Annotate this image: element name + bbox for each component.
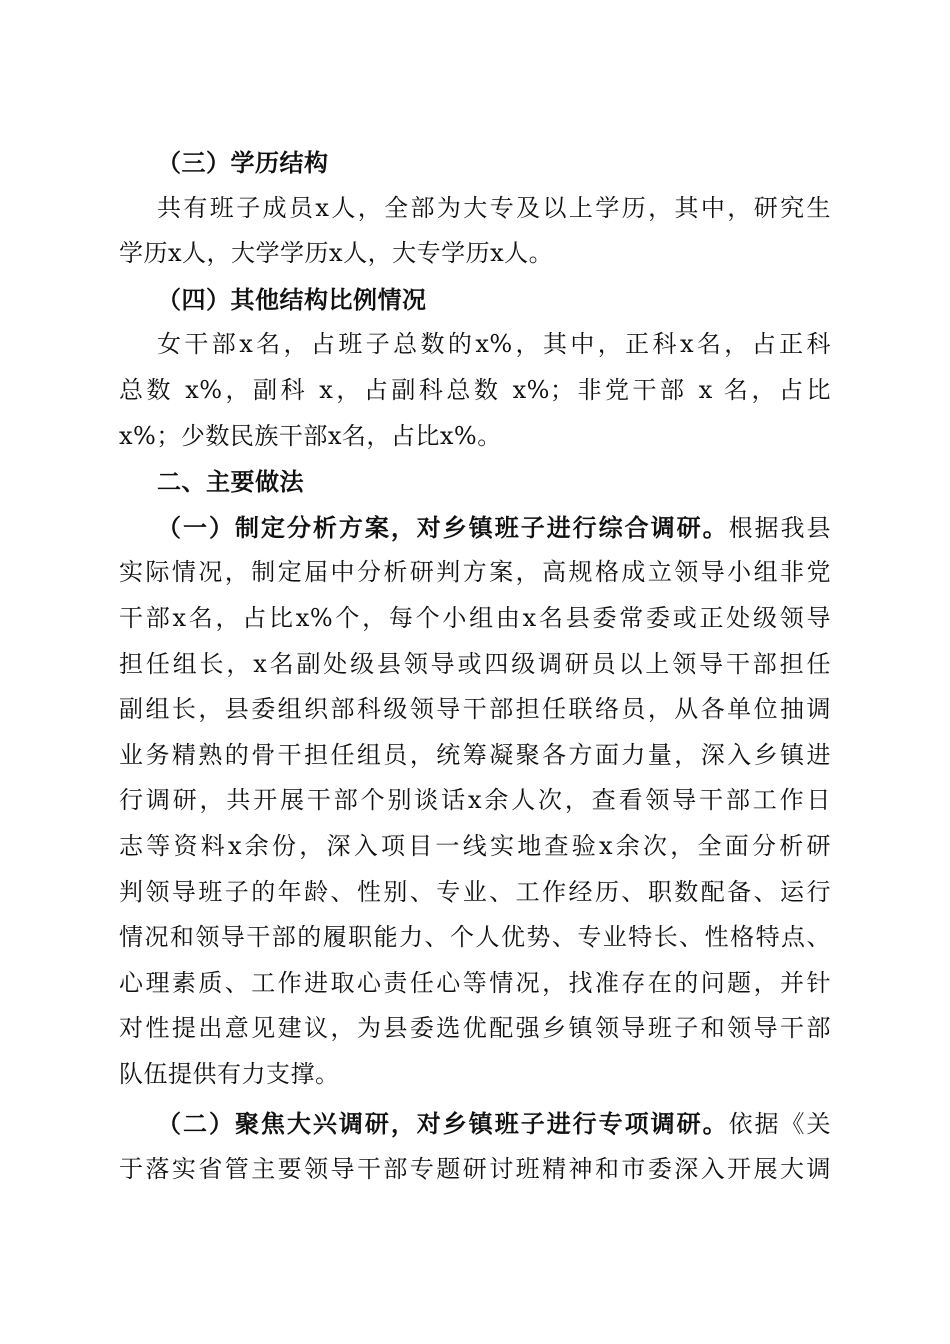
paragraph-text: 根据我县 <box>728 513 832 542</box>
paragraph-line: 志等资料x余份，深入项目一线实地查验x余次，全面分析研 <box>119 831 831 860</box>
section-heading-main-practices: 二、主要做法 <box>157 467 304 497</box>
paragraph-line: 于落实省管主要领导干部专题研讨班精神和市委深入开展大调 <box>119 1155 831 1184</box>
paragraph-line: x%；少数民族干部x名，占比x%。 <box>119 421 502 450</box>
paragraph-line: 行调研，共开展干部个别谈话x余人次，查看领导干部工作日 <box>119 786 831 815</box>
paragraph-line <box>119 1101 831 1147</box>
paragraph-line: 女干部x名，占班子总数的x%，其中，正科x名，占正科 <box>157 330 831 359</box>
paragraph-line: 学历x人，大学学历x人，大专学历x人。 <box>119 239 554 268</box>
paragraph-line: 心理素质、工作进取心责任心等情况，找准存在的问题，并针 <box>119 968 831 997</box>
heading-education-structure: （三）学历结构 <box>157 148 329 177</box>
paragraph-line: 对性提出意见建议，为县委选优配强乡镇领导班子和领导干部 <box>119 1014 831 1043</box>
heading-other-structure: （四）其他结构比例情况 <box>157 284 427 314</box>
subheading-analysis-plan: （一）制定分析方案，对乡镇班子进行综合调研。 <box>157 512 729 542</box>
paragraph-line: 队伍提供有力支撑。 <box>119 1059 340 1088</box>
paragraph-line: 判领导班子的年龄、性别、专业、工作经历、职数配备、运行 <box>119 877 831 906</box>
paragraph-line: 业务精熟的骨干担任组员，统筹凝聚各方面力量，深入乡镇进 <box>119 740 831 769</box>
paragraph-line: 总数 x%，副科 x，占副科总数 x%；非党干部 x 名，占比 <box>119 375 831 404</box>
paragraph-line: 实际情况，制定届中分析研判方案，高规格成立领导小组非党 <box>119 558 831 587</box>
paragraph-line <box>119 505 831 551</box>
paragraph-line: 干部x名，占比x%个，每个小组由x名县委常委或正处级领导 <box>119 603 831 632</box>
paragraph-line: 副组长，县委组织部科级领导干部担任联络员，从各单位抽调 <box>119 695 831 724</box>
paragraph-line: 共有班子成员x人，全部为大专及以上学历，其中，研究生 <box>157 193 831 222</box>
body-text <box>119 140 831 1193</box>
paragraph-text: 依据《关 <box>728 1110 832 1139</box>
paragraph-line: 情况和领导干部的履职能力、个人优势、专业特长、性格特点、 <box>119 923 831 952</box>
paragraph-line: 担任组长，x名副处级县领导或四级调研员以上领导干部担任 <box>119 649 831 678</box>
subheading-special-research: （二）聚焦大兴调研，对乡镇班子进行专项调研。 <box>157 1109 729 1139</box>
